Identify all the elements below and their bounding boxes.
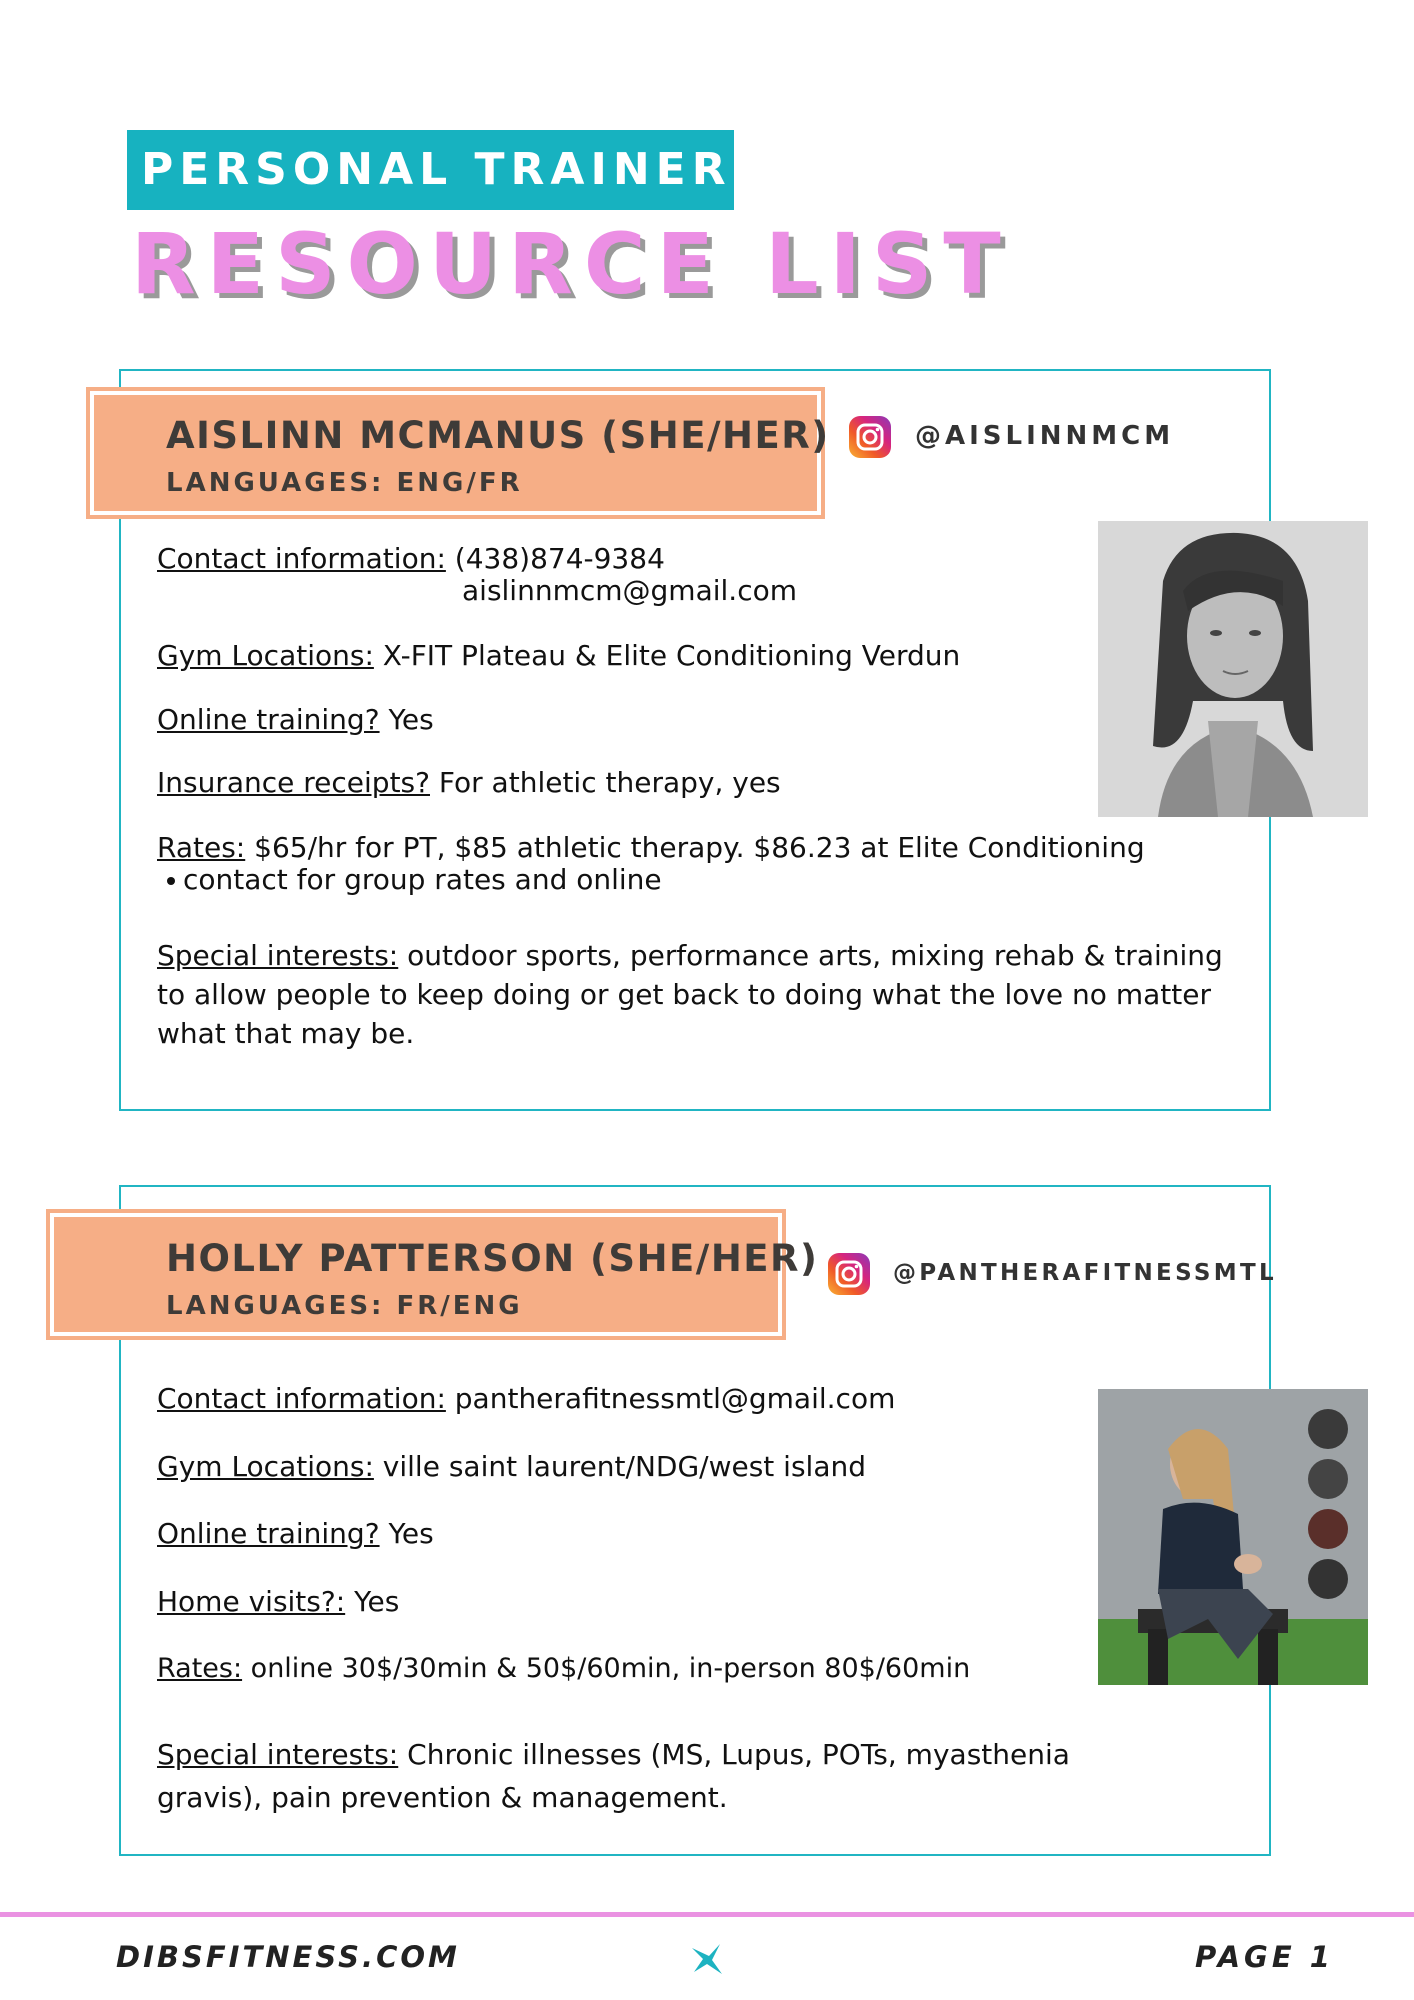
contact-info: [157, 1383, 895, 1415]
interests-label: Special interests:: [157, 1738, 399, 1771]
footer-divider: [0, 1912, 1414, 1917]
trainer-name: HOLLY PATTERSON (SHE/HER): [166, 1237, 819, 1280]
gym-value: X-FIT Plateau & Elite Conditioning Verdun: [382, 639, 961, 672]
rates-bullet: contact for group rates and online: [183, 863, 662, 896]
rates-value: online 30$/30min & 50$/60min, in-person 80$/60min: [250, 1653, 971, 1684]
special-interests: [157, 936, 1247, 1053]
online-label: Online training?: [157, 703, 380, 736]
gym-value: ville saint laurent/NDG/west island: [382, 1450, 867, 1483]
online-training: [157, 1518, 434, 1550]
rates-label: Rates:: [157, 831, 246, 864]
trainer-languages: LANGUAGES: ENG/FR: [166, 468, 523, 498]
email-address[interactable]: pantherafitnessmtl@gmail.com: [454, 1382, 896, 1415]
online-label: Online training?: [157, 1517, 380, 1550]
page-number: PAGE 1: [1195, 1940, 1334, 1974]
rates: [157, 1653, 970, 1685]
gym-locations: [157, 1451, 866, 1483]
page-title: RESOURCE LIST: [131, 215, 1012, 313]
email-address[interactable]: aislinnmcm@gmail.com: [462, 574, 797, 607]
interests-value: outdoor sports, performance arts, mixing rehab & training to allow people to keep doing or get back to doing what the love no matter what that may be.: [157, 939, 1223, 1050]
trainer-photo-holly: [1098, 1389, 1368, 1685]
home-value: Yes: [354, 1585, 400, 1618]
trainer-languages: LANGUAGES: FR/ENG: [166, 1291, 523, 1321]
online-training: [157, 704, 434, 736]
insurance-label: Insurance receipts?: [157, 766, 430, 799]
instagram-handle[interactable]: @PANTHERAFITNESSMTL: [893, 1260, 1277, 1286]
trainer-name: AISLINN MCMANUS (SHE/HER): [166, 414, 830, 457]
insurance-value: For athletic therapy, yes: [438, 766, 781, 799]
star-logo-icon: [690, 1942, 724, 1980]
header-badge: PERSONAL TRAINER: [127, 130, 734, 210]
online-value: Yes: [388, 1517, 434, 1550]
special-interests: [157, 1733, 1117, 1819]
rates-value: $65/hr for PT, $85 athletic therapy. $86.23 at Elite Conditioning: [254, 831, 1145, 864]
gym-locations: [157, 640, 960, 672]
instagram-handle[interactable]: @AISLINNMCM: [915, 421, 1175, 451]
trainer-photo-aislinn: [1098, 521, 1368, 817]
instagram-icon: [828, 1253, 870, 1295]
rates: [157, 832, 1145, 864]
gym-label: Gym Locations:: [157, 639, 374, 672]
home-visits: [157, 1586, 399, 1618]
contact-label: Contact information:: [157, 542, 446, 575]
rates-label: Rates:: [157, 1653, 243, 1684]
gym-label: Gym Locations:: [157, 1450, 374, 1483]
footer-website[interactable]: DIBSFITNESS.COM: [116, 1940, 460, 1974]
phone-number[interactable]: (438)874-9384: [454, 542, 665, 575]
online-value: Yes: [388, 703, 434, 736]
contact-label: Contact information:: [157, 1382, 446, 1415]
interests-value: Chronic illnesses (MS, Lupus, POTs, myasthenia gravis), pain prevention & management.: [157, 1738, 1070, 1814]
interests-label: Special interests:: [157, 939, 399, 972]
insurance-receipts: [157, 767, 781, 799]
contact-info: [157, 543, 665, 575]
instagram-icon: [849, 416, 891, 458]
home-label: Home visits?:: [157, 1585, 346, 1618]
